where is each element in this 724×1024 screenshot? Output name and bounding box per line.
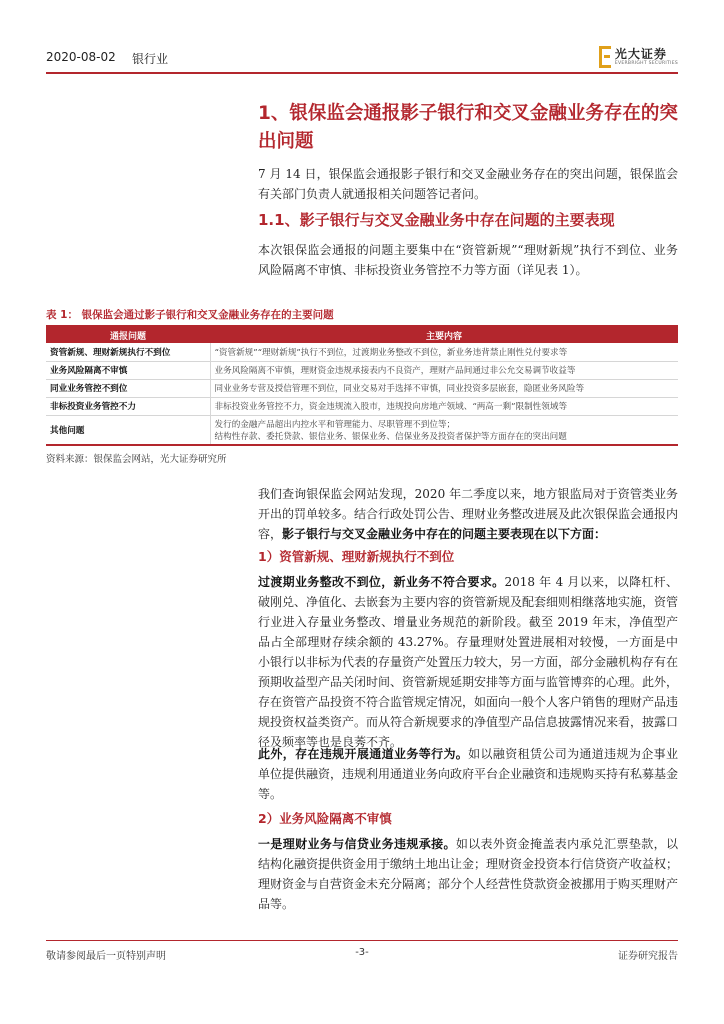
- disclaimer-note: 敬请参阅最后一页特别声明: [46, 951, 166, 962]
- table-row: [46, 379, 678, 397]
- table-row: [46, 361, 678, 379]
- report-date: 2020-08-02: [46, 50, 116, 64]
- table-cell-issue: 其他问题: [46, 415, 210, 445]
- section-1-1-title: 1.1、影子银行与交叉金融业务中存在问题的主要表现: [258, 211, 615, 229]
- page-header: [46, 44, 678, 74]
- table-source-note: 资料来源：银保监会网站，光大证券研究所: [46, 454, 227, 465]
- body-paragraph-channel: [258, 744, 678, 804]
- text-run: 2018 年 4 月以来，以降杠杆、破刚兑、净值化、去嵌套为主要内容的资管新规及配套细则相继落地实施，资管行业进入存量业务整改、增量业务规范的新阶段。截至 2019 年末，净值型产品占全部理财存续余额的 43.27%。存量理财处置进展相对较慢，一方面是中小银行以非标为代表的存量资产处置压力较大，另一方面，部分金融机构存有在预期收益型产品关闭时间、资管新规延期安排等方面与监管博弈的心理。此外，存在资管产品投资不符合监管规定情况，如面向一般个人客户销售的理财产品违规投资权益类资产。而从符合新规要求的净值型产品信息披露情况来看，披露口径及频率等也是良莠不齐。: [258, 575, 679, 749]
- section-1-paragraph: 7 月 14 日，银保监会通报影子银行和交叉金融业务存在的突出问题，银保监会有关部门负责人就通报相关问题答记者问。: [258, 167, 678, 201]
- table-1: [46, 327, 678, 446]
- table-cell-issue: 非标投资业务管控不力: [46, 397, 210, 415]
- page-number: -3-: [355, 947, 369, 958]
- subsection-1-title: 1）资管新规、理财新规执行不到位: [258, 549, 455, 564]
- table-cell-content: 同业业务专营及授信管理不到位，同业交易对手选择不审慎，同业投资多层嵌套，隐匿业务风险等: [210, 379, 678, 397]
- section-1-1-paragraph: 本次银保监会通报的问题主要集中在“资管新规”“理财新规”执行不到位、业务风险隔离不审慎、非标投资业务管控不力等方面（详见表 1）。: [258, 243, 678, 277]
- page-footer: [46, 940, 678, 960]
- table-cell-issue: 业务风险隔离不审慎: [46, 361, 210, 379]
- table-cell-issue: 同业业务管控不到位: [46, 379, 210, 397]
- logo-mark-icon: [599, 46, 611, 68]
- table-header-content: 主要内容: [210, 327, 678, 343]
- body-paragraph-isolation: [258, 834, 678, 914]
- table-cell-content: [210, 415, 678, 445]
- table-cell-content: 非标投资业务管控不力，资金违规流入股市，违规投向房地产领域、“两高一剩”限制性领域等: [210, 397, 678, 415]
- logo-subtext: EVERBRIGHT SECURITIES: [614, 60, 678, 66]
- table-header-issue: 通报问题: [46, 327, 210, 343]
- text-run-bold: 一是理财业务与信贷业务违规承接。: [258, 837, 456, 851]
- text-run: 如以表外资金掩盖表内承兑汇票垫款，以结构化融资提供资金用于缴纳土地出让金；理财资金投资本行信贷资产收益权；理财资金与自营资金未充分隔离；部分个人经营性贷款资金被挪用于购买理财产品等。: [258, 837, 679, 911]
- table-cell-issue: 资管新规、理财新规执行不到位: [46, 343, 210, 361]
- body-paragraph-transition: [258, 572, 678, 752]
- section-1-title: 1、银保监会通报影子银行和交叉金融业务存在的突出问题: [258, 103, 678, 152]
- table-cell-line: 发行的金融产品超出内控水平和管理能力、尽职管理不到位等；: [214, 419, 456, 430]
- text-run-bold: 影子银行与交叉金融业务中存在的问题主要表现在以下方面：: [282, 527, 607, 541]
- logo-text: 光大证券: [614, 46, 667, 61]
- text-run-bold: 此外，存在违规开展通道业务等行为。: [258, 747, 469, 761]
- table-cell-line: 结构性存款、委托贷款、银信业务、银保业务、信保业务及投资者保护等方面存在的突出问题: [214, 431, 567, 442]
- text-run: 我们查询银保监会网站发现，2020 年二季度以来，地方银监局对于资管类业务开出的罚单较多。结合行政处罚公告、理财业务整改进展及此次银保监会通报内容，: [258, 487, 679, 541]
- subsection-2-title: 2）业务风险隔离不审慎: [258, 811, 392, 826]
- table-row: [46, 343, 678, 361]
- report-type: 证券研究报告: [618, 951, 678, 962]
- table-row: [46, 415, 678, 445]
- table-cell-content: “资管新规”“理财新规”执行不到位，过渡期业务整改不到位，新业务违背禁止刚性兑付要求等: [210, 343, 678, 361]
- body-paragraph-intro: [258, 484, 678, 544]
- industry-label: 银行业: [132, 52, 169, 66]
- brand-logo: [599, 44, 678, 70]
- text-run: 如以融资租赁公司为通道违规为企事业单位提供融资，违规利用通道业务向政府平台企业融资和违规购买持有私募基金等。: [258, 747, 679, 801]
- table-1-title: 表 1： 银保监会通过影子银行和交叉金融业务存在的主要问题: [46, 307, 678, 327]
- table-header-row: [46, 327, 678, 343]
- table-row: [46, 397, 678, 415]
- table-cell-content: 业务风险隔离不审慎，理财资金违规承接表内不良资产，理财产品间通过非公允交易调节收益等: [210, 361, 678, 379]
- text-run-bold: 过渡期业务整改不到位，新业务不符合要求。: [258, 575, 505, 589]
